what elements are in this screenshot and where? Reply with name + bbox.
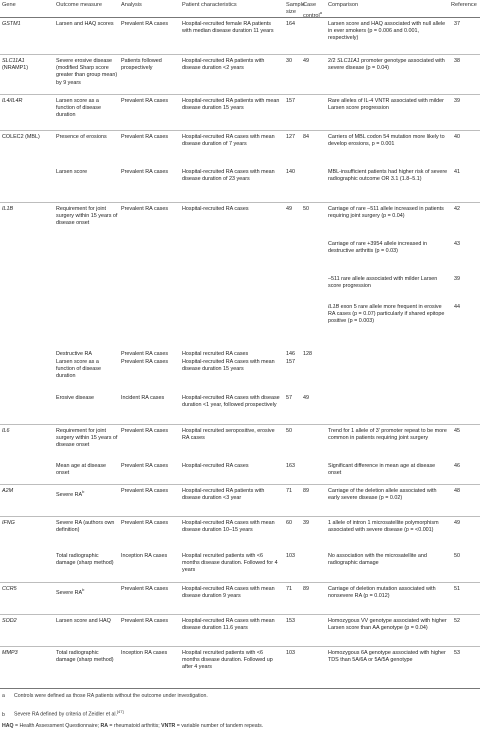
sub-patients-cell: Hospital-recruited RA cases bbox=[182, 463, 249, 469]
comparison-cell: Carriage of rare +3954 allele increased in destructive arthritis (p = 0.03) bbox=[328, 241, 428, 255]
abbr-def: = variable number of tandem repeats. bbox=[175, 723, 264, 729]
sub-sample-cell: 157 bbox=[286, 359, 295, 365]
sub-patients-cell: Hospital-recruited RA cases with mean disease duration of 23 years bbox=[182, 169, 275, 183]
sample-cell: 30 bbox=[286, 58, 292, 64]
sample-cell: 127 bbox=[286, 134, 295, 140]
comparison-gene: SLC11A1 bbox=[337, 58, 360, 64]
sample-cell: 71 bbox=[286, 586, 292, 592]
patients-cell: Hospital-recruited RA patients with mean disease duration 15 years bbox=[182, 98, 280, 112]
col-header-outcome: Outcome measure bbox=[56, 2, 103, 8]
case-cell: 39 bbox=[303, 520, 309, 526]
table-row bbox=[0, 424, 480, 485]
analysis-cell: Prevalent RA cases bbox=[121, 21, 169, 27]
abbr-def: = Health Assessment Questionnaire; bbox=[13, 723, 101, 729]
sub-analysis-cell: Prevalent RA cases bbox=[121, 169, 169, 175]
footnote-a-mark: a bbox=[2, 693, 5, 699]
gene-cell: IFNG bbox=[2, 520, 15, 526]
comparison-cell: Carriage of deletion mutation associated with nonsevere RA (p = 0.012) bbox=[328, 586, 436, 600]
sub-sample-cell: 103 bbox=[286, 553, 295, 559]
outcome-text: Severe RA bbox=[56, 589, 83, 596]
reference-cell: 37 bbox=[454, 21, 460, 27]
reference-cell: 42 bbox=[454, 206, 460, 212]
outcome-cell: Larsen and HAQ scores bbox=[56, 21, 114, 27]
footnote-b-ref: [47] bbox=[116, 709, 124, 714]
comparison-gene: IL1B bbox=[328, 304, 340, 310]
abbr-term: RA bbox=[100, 723, 108, 729]
analysis-cell: Prevalent RA cases bbox=[121, 618, 169, 624]
col-header-case-sup: a bbox=[319, 10, 323, 15]
sample-cell: 50 bbox=[286, 428, 292, 434]
analysis-cell: Prevalent RA cases bbox=[121, 488, 169, 494]
gene-cell: IL4/IL4R bbox=[2, 98, 23, 104]
analysis-cell: Prevalent RA cases bbox=[121, 586, 169, 592]
table-row bbox=[0, 484, 480, 517]
abbr-term: HAQ bbox=[2, 723, 14, 729]
reference-cell: 48 bbox=[454, 488, 460, 494]
reference-cell: 45 bbox=[454, 428, 460, 434]
patients-cell: Hospital-recruited RA patients with disease duration <3 year bbox=[182, 488, 265, 502]
table-row bbox=[0, 646, 480, 689]
abbr-def: = rheumatoid arthritis; bbox=[107, 723, 162, 729]
sub-sample-cell: 57 bbox=[286, 395, 292, 401]
gene-cell: IL1B bbox=[2, 206, 14, 212]
case-cell: 50 bbox=[303, 206, 309, 212]
analysis-cell: Prevalent RA cases bbox=[121, 520, 169, 526]
comparison-cell: Homozygous 6A genotype associated with higher TDS than 5A/6A or 5A/5A genotype bbox=[328, 650, 446, 664]
col-header-case-text: Case control bbox=[303, 2, 320, 19]
sub-sample-cell: 140 bbox=[286, 169, 295, 175]
outcome-cell: Severe RA (authors own definition) bbox=[56, 520, 115, 534]
patients-cell: Hospital recruited patients with <6 months disease duration. Followed up after 4 years bbox=[182, 650, 273, 671]
sub-analysis-cell: Inception RA cases bbox=[121, 553, 168, 559]
table-row bbox=[0, 582, 480, 615]
table-row bbox=[0, 516, 480, 583]
sample-cell: 49 bbox=[286, 206, 292, 212]
comparison-suffix: promoter genotype associated with severe disease (p = 0.04) bbox=[328, 58, 445, 72]
analysis-cell: Inception RA cases bbox=[121, 650, 168, 656]
sub-outcome-cell: Total radiographic damage (sharp method) bbox=[56, 553, 114, 567]
comparison-cell: Larsen score and HAQ associated with null allele in ever smokers (p = 0.006 and 0.001, respectively) bbox=[328, 21, 446, 42]
sub-outcome-cell: Larsen score bbox=[56, 169, 88, 175]
reference-cell: 39 bbox=[454, 98, 460, 104]
sample-cell: 103 bbox=[286, 650, 295, 656]
sample-cell: 164 bbox=[286, 21, 295, 27]
comparison-text: exon 5 rare allele more frequent in erosive RA cases (p = 0.07) particularly if shared epitope positive (p = 0.003) bbox=[328, 304, 445, 325]
sample-cell: 71 bbox=[286, 488, 292, 494]
patients-cell: Hospital recruited seropositive, erosive RA cases bbox=[182, 428, 275, 442]
sub-analysis-cell: Prevalent RA cases bbox=[121, 351, 169, 357]
table-row bbox=[0, 130, 480, 203]
col-header-gene: Gene bbox=[2, 2, 16, 8]
sub-sample-cell: 163 bbox=[286, 463, 295, 469]
comparison-prefix: 2/2 bbox=[328, 58, 337, 64]
sub-outcome-cell: Erosive disease bbox=[56, 395, 95, 401]
comparison-cell bbox=[328, 304, 448, 326]
sub-case-cell: 49 bbox=[303, 395, 309, 401]
outcome-cell bbox=[56, 488, 118, 499]
table-row bbox=[0, 54, 480, 95]
reference-cell: 39 bbox=[454, 276, 460, 282]
patients-cell: Hospital-recruited RA cases bbox=[182, 206, 249, 212]
sample-cell: 153 bbox=[286, 618, 295, 624]
table-bottom-rule bbox=[0, 688, 480, 689]
sub-outcome-cell: Larsen score as a function of disease duration bbox=[56, 359, 101, 380]
analysis-cell: Prevalent RA cases bbox=[121, 98, 169, 104]
footnote-abbreviations bbox=[2, 723, 472, 730]
sub-patients-cell: Hospital-recruited RA cases with disease duration <1 year, followed prospectively bbox=[182, 395, 280, 409]
comparison-cell: Rare alleles of IL-4 VNTR associated with milder Larsen score progression bbox=[328, 98, 444, 112]
outcome-cell: Severe erosive disease (modified Sharp score greater than group mean) by 9 years bbox=[56, 58, 118, 86]
case-cell: 89 bbox=[303, 586, 309, 592]
gene-cell: SOD2 bbox=[2, 618, 17, 624]
sub-sample-cell: 146 bbox=[286, 351, 295, 357]
patients-cell: Hospital-recruited RA cases with mean disease duration of 7 years bbox=[182, 134, 275, 148]
sample-cell: 157 bbox=[286, 98, 295, 104]
gene-cell bbox=[2, 58, 54, 72]
comparison-cell: Carriers of MBL codon 54 mutation more likely to develop erosions, p = 0.001 bbox=[328, 134, 445, 148]
sub-analysis-cell: Prevalent RA cases bbox=[121, 463, 169, 469]
footnote-b-mark: b bbox=[2, 711, 5, 718]
sub-reference-cell: 41 bbox=[454, 169, 460, 175]
gene-cell: COLEC2 (MBL) bbox=[2, 134, 40, 140]
patients-cell: Hospital-recruited female RA patients with median disease duration 11 years bbox=[182, 21, 274, 35]
footnote-a-text: Controls were defined as those RA patients without the outcome under investigation. bbox=[14, 693, 208, 699]
comparison-cell bbox=[328, 58, 448, 72]
outcome-text: Severe RA bbox=[56, 491, 83, 498]
outcome-cell bbox=[56, 586, 118, 597]
outcome-sup: b bbox=[82, 587, 85, 592]
col-header-patients: Patient characteristics bbox=[182, 2, 237, 8]
gene-cell: MMP3 bbox=[2, 650, 18, 656]
outcome-cell: Presence of erosions bbox=[56, 134, 107, 140]
gene-cell: IL6 bbox=[2, 428, 10, 434]
case-cell: 84 bbox=[303, 134, 309, 140]
reference-cell: 40 bbox=[454, 134, 460, 140]
outcome-cell: Larsen score as a function of disease duration bbox=[56, 98, 101, 119]
reference-cell: 49 bbox=[454, 520, 460, 526]
gene-alias: (NRAMP1) bbox=[2, 65, 29, 72]
col-header-analysis: Analysis bbox=[121, 2, 142, 8]
reference-cell: 44 bbox=[454, 304, 460, 310]
sub-reference-cell: 50 bbox=[454, 553, 460, 559]
comparison-cell: Carriage of the deletion allele associated with early severe disease (p = 0.02) bbox=[328, 488, 437, 502]
comparison-cell: 1 allele of intron 1 microsatellite polymorphism associated with severe disease (p = <0.001) bbox=[328, 520, 439, 534]
col-header-reference: Reference bbox=[451, 2, 477, 8]
sub-patients-cell: Hospital recruited RA cases bbox=[182, 351, 249, 357]
gene-cell: CCR5 bbox=[2, 586, 17, 592]
case-cell: 89 bbox=[303, 488, 309, 494]
analysis-cell: Patients followed prospectively bbox=[121, 58, 162, 72]
outcome-cell: Larsen score and HAQ bbox=[56, 618, 111, 624]
outcome-cell: Total radiographic damage (sharp method) bbox=[56, 650, 114, 664]
analysis-cell: Prevalent RA cases bbox=[121, 428, 169, 434]
col-header-comparison: Comparison bbox=[328, 2, 359, 8]
sub-analysis-cell: Incident RA cases bbox=[121, 395, 165, 401]
sub-outcome-cell: Destructive RA bbox=[56, 351, 92, 357]
analysis-cell: Prevalent RA cases bbox=[121, 206, 169, 212]
outcome-sup: b bbox=[82, 489, 85, 494]
patients-cell: Hospital-recruited RA cases with mean disease duration 11.6 years bbox=[182, 618, 275, 632]
reference-cell: 51 bbox=[454, 586, 460, 592]
case-cell: 49 bbox=[303, 58, 309, 64]
reference-cell: 53 bbox=[454, 650, 460, 656]
table-row bbox=[0, 202, 480, 425]
patients-cell: Hospital-recruited RA cases with mean disease duration 10–15 years bbox=[182, 520, 275, 534]
gene-name: SLC11A1 bbox=[2, 58, 25, 64]
patients-cell: Hospital-recruited RA patients with disease duration <2 years bbox=[182, 58, 265, 72]
outcome-cell: Requirement for joint surgery within 15 years of disease onset bbox=[56, 206, 118, 227]
sub-reference-cell: 46 bbox=[454, 463, 460, 469]
sub-comparison-cell: MBL-insufficient patients had higher risk of severe radiographic outcome OR 3.1 (1.8–5.1) bbox=[328, 169, 448, 183]
footnote-b-text: Severe RA defined by criteria of Zeidler et al. bbox=[14, 711, 117, 718]
sub-case-cell: 128 bbox=[303, 351, 312, 357]
comparison-cell: Carriage of rare –511 allele increased in patients requiring joint surgery (p = 0.04) bbox=[328, 206, 444, 220]
footnote-b bbox=[2, 708, 472, 719]
reference-cell: 38 bbox=[454, 58, 460, 64]
sub-outcome-cell: Mean age at disease onset bbox=[56, 463, 107, 477]
sub-comparison-cell: No association with the microsatellite and radiographic damage bbox=[328, 553, 427, 567]
gene-cell: GSTM1 bbox=[2, 21, 21, 27]
patients-cell: Hospital-recruited RA cases with mean disease duration 9 years bbox=[182, 586, 275, 600]
reference-cell: 52 bbox=[454, 618, 460, 624]
reference-cell: 43 bbox=[454, 241, 460, 247]
sample-cell: 60 bbox=[286, 520, 292, 526]
analysis-cell: Prevalent RA cases bbox=[121, 134, 169, 140]
comparison-cell: Homozygous VV genotype associated with higher Larsen score than AA genotype (p = 0.04) bbox=[328, 618, 447, 632]
footnote-a bbox=[2, 693, 472, 700]
gene-cell: A2M bbox=[2, 488, 14, 494]
outcome-cell: Requirement for joint surgery within 15 years of disease onset bbox=[56, 428, 118, 449]
comparison-cell: Trend for 1 allele of 3′ promoter repeat to be more common in patients requiring joint surgery bbox=[328, 428, 447, 442]
sub-patients-cell: Hospital recruited patients with <6 months disease duration. Followed for 4 years bbox=[182, 553, 278, 574]
table-row bbox=[0, 94, 480, 131]
comparison-cell: –511 rare allele associated with milder Larsen score progression bbox=[328, 276, 438, 290]
abbr-term: VNTR bbox=[161, 723, 176, 729]
sub-patients-cell: Hospital-recruited RA cases with mean disease duration 15 years bbox=[182, 359, 275, 373]
sub-analysis-cell: Prevalent RA cases bbox=[121, 359, 169, 365]
sub-comparison-cell: Significant difference in mean age at disease onset bbox=[328, 463, 436, 477]
table-row bbox=[0, 18, 480, 54]
table-row bbox=[0, 614, 480, 647]
col-header-sample: Sample size bbox=[286, 2, 305, 15]
